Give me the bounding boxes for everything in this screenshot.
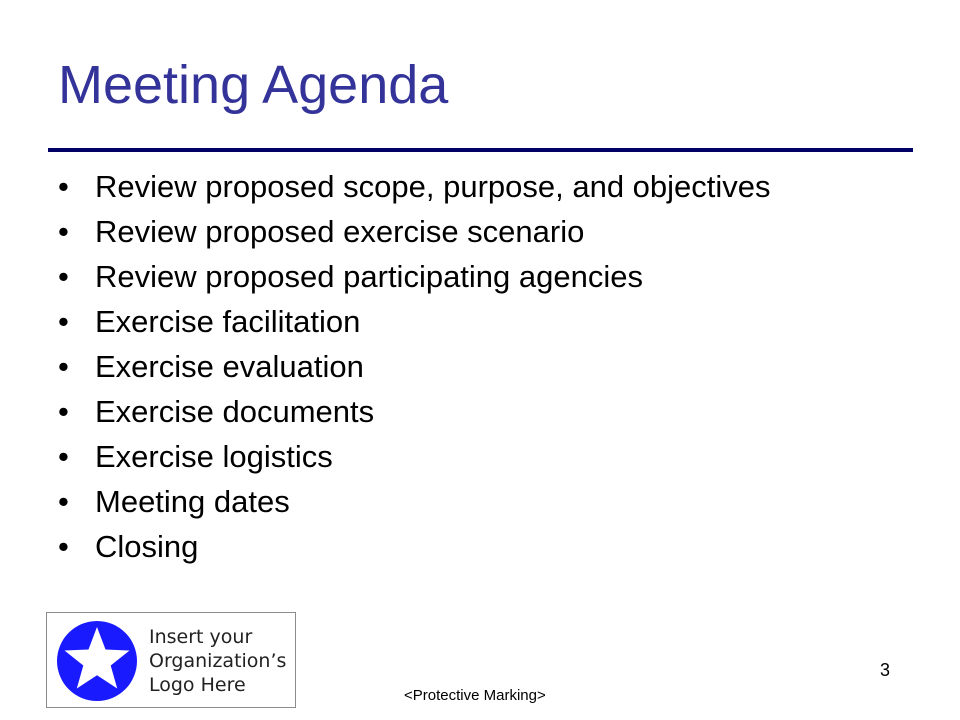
agenda-item-text: Exercise facilitation — [95, 304, 361, 339]
bullet-icon: • — [58, 259, 69, 294]
bullet-icon: • — [58, 169, 69, 204]
agenda-item — [58, 260, 778, 294]
logo-placeholder-text — [149, 625, 289, 697]
agenda-list — [58, 170, 778, 575]
agenda-item — [58, 305, 778, 339]
agenda-item-text: Exercise logistics — [95, 439, 333, 474]
title-divider — [48, 148, 913, 152]
agenda-item — [58, 485, 778, 519]
agenda-item-text: Review proposed exercise scenario — [95, 214, 585, 249]
bullet-icon: • — [58, 484, 69, 519]
page-number: 3 — [880, 660, 891, 680]
bullet-icon: • — [58, 349, 69, 384]
logo-text-line: Insert your — [149, 626, 253, 648]
bullet-icon: • — [58, 439, 69, 474]
agenda-item — [58, 215, 778, 249]
agenda-item — [58, 170, 778, 204]
agenda-item-text: Review proposed participating agencies — [95, 259, 643, 294]
logo-placeholder — [46, 612, 296, 708]
star-icon — [55, 619, 139, 703]
bullet-icon: • — [58, 214, 69, 249]
bullet-icon: • — [58, 304, 69, 339]
bullet-icon: • — [58, 394, 69, 429]
agenda-item-text: Meeting dates — [95, 484, 290, 519]
slide-title: Meeting Agenda — [58, 55, 449, 115]
agenda-item — [58, 440, 778, 474]
logo-text-line: Logo Here — [149, 674, 246, 696]
agenda-item — [58, 530, 778, 564]
logo-text-line: Organization’s — [149, 650, 287, 672]
protective-marking: <Protective Marking> — [404, 687, 546, 704]
agenda-item-text: Exercise evaluation — [95, 349, 364, 384]
agenda-item-text: Exercise documents — [95, 394, 375, 429]
agenda-item — [58, 395, 778, 429]
bullet-icon: • — [58, 529, 69, 564]
agenda-item-text: Closing — [95, 529, 199, 564]
agenda-item — [58, 350, 778, 384]
agenda-item-text: Review proposed scope, purpose, and objectives — [95, 169, 771, 204]
